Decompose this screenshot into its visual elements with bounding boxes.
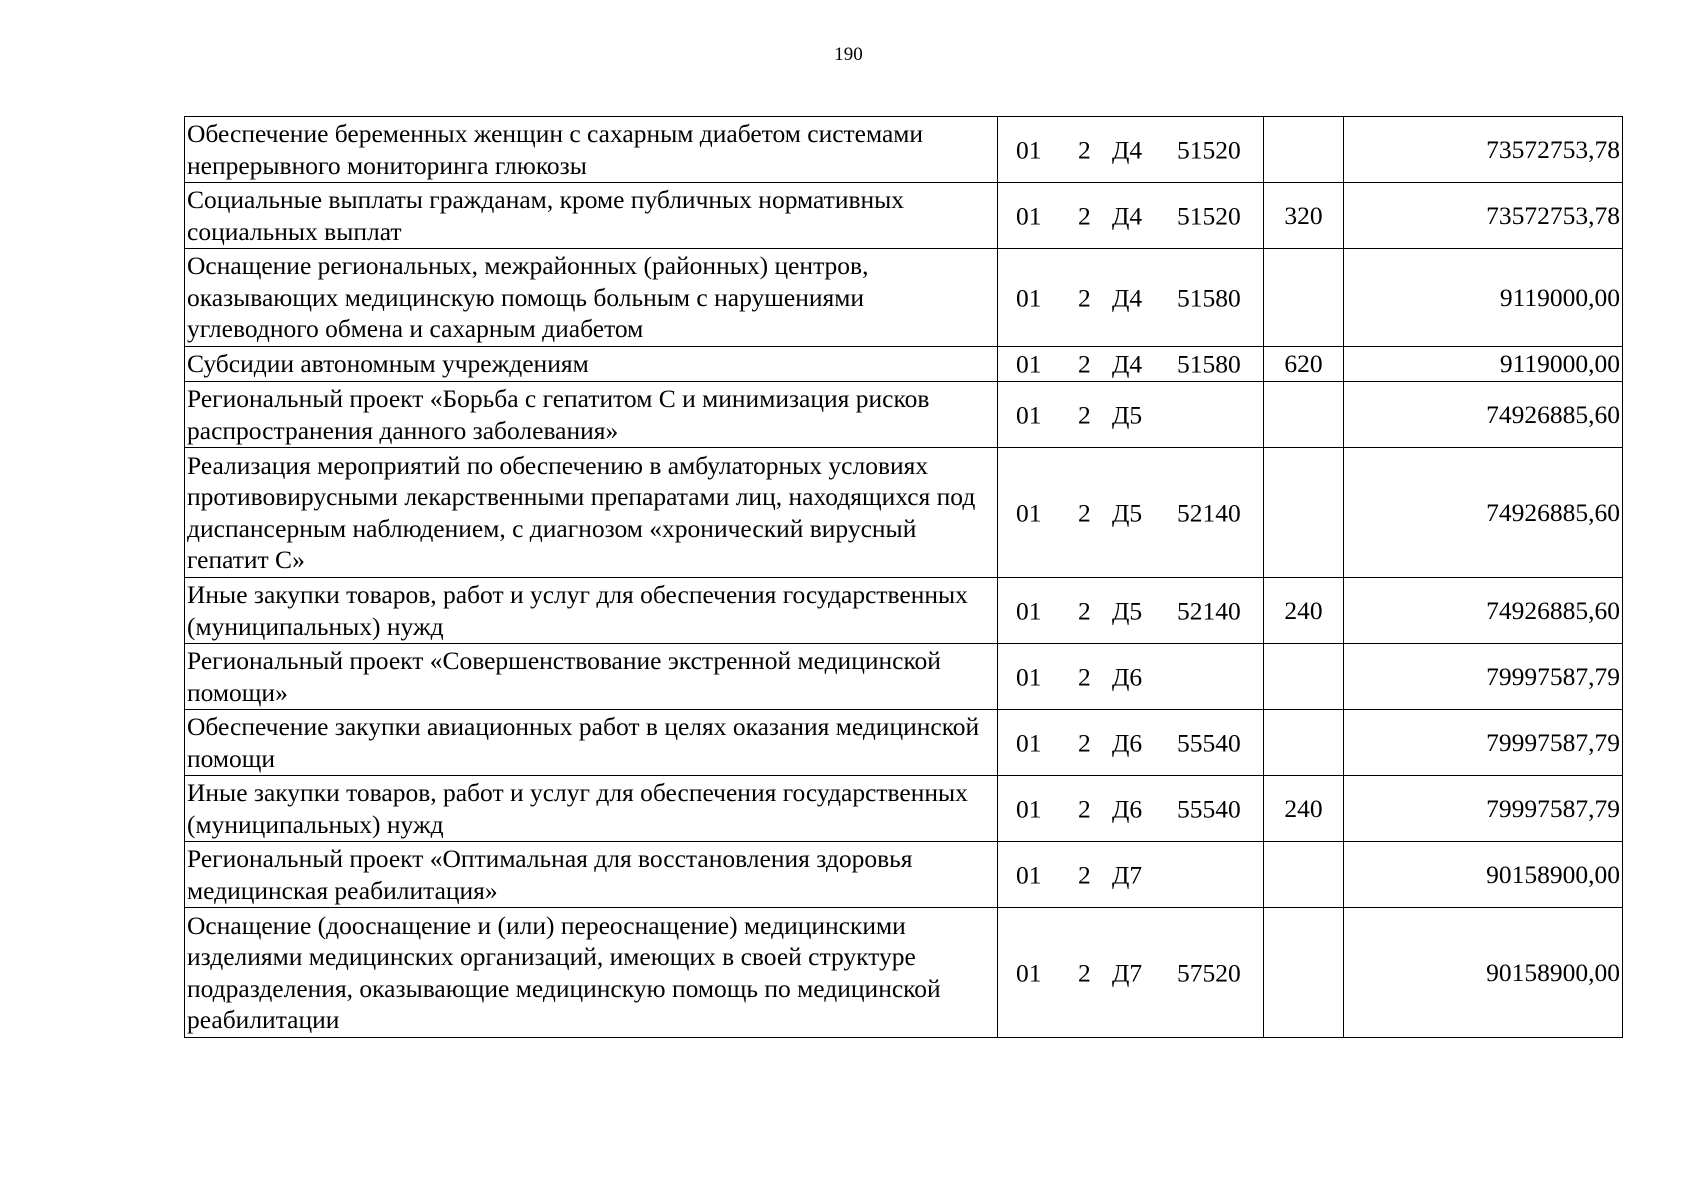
code-direction: 51520 [1177,134,1241,164]
table-row [185,776,1623,842]
code-subprogram: 2 [1078,727,1091,757]
code-program: 01 [1016,134,1042,164]
table-row [185,842,1623,908]
code-direction: 55540 [1177,793,1241,823]
code-subprogram: 2 [1078,282,1091,312]
amount: 9119000,00 [1344,249,1623,347]
table-row [185,382,1623,448]
amount: 73572753,78 [1344,117,1623,183]
code-direction: 51580 [1177,349,1241,379]
expense-type-code [1264,710,1344,776]
expense-type-code: 240 [1264,776,1344,842]
expense-name: Обеспечение беременных женщин с сахарным диабетом системами непрерывного мониторинга глюкозы [185,117,998,183]
code-project: Д7 [1112,859,1143,889]
table-row [185,183,1623,249]
amount: 74926885,60 [1344,448,1623,578]
expense-name: Оснащение региональных, межрайонных (районных) центров, оказывающих медицинскую помощь больным с нарушениями углеводного обмена и сахарным диабетом [185,249,998,347]
code-subprogram: 2 [1078,957,1091,987]
program-code [998,448,1264,578]
expense-name: Региональный проект «Совершенствование экстренной медицинской помощи» [185,644,998,710]
expense-name: Региональный проект «Борьба с гепатитом С и минимизация рисков распространения данного заболевания» [185,382,998,448]
code-subprogram: 2 [1078,134,1091,164]
code-program: 01 [1016,793,1042,823]
program-code [998,908,1264,1038]
expense-type-code [1264,249,1344,347]
amount: 90158900,00 [1344,908,1623,1038]
amount: 79997587,79 [1344,710,1623,776]
expense-type-code [1264,117,1344,183]
code-program: 01 [1016,859,1042,889]
code-program: 01 [1016,661,1042,691]
page-number: 190 [834,44,863,65]
amount: 79997587,79 [1344,776,1623,842]
table-row [185,908,1623,1038]
code-subprogram: 2 [1078,497,1091,527]
expense-type-code: 240 [1264,578,1344,644]
table-row [185,578,1623,644]
expense-name: Субсидии автономным учреждениям [185,347,998,382]
expense-type-code: 320 [1264,183,1344,249]
code-project: Д6 [1112,661,1143,691]
code-program: 01 [1016,727,1042,757]
code-subprogram: 2 [1078,661,1091,691]
table-row [185,644,1623,710]
expense-type-code [1264,842,1344,908]
code-subprogram: 2 [1078,399,1091,429]
code-project: Д5 [1112,595,1143,625]
amount: 74926885,60 [1344,382,1623,448]
expense-name: Обеспечение закупки авиационных работ в целях оказания медицинской помощи [185,710,998,776]
code-program: 01 [1016,497,1042,527]
code-direction: 51580 [1177,282,1241,312]
code-project: Д4 [1112,134,1143,164]
amount: 79997587,79 [1344,644,1623,710]
code-project: Д6 [1112,793,1143,823]
program-code [998,382,1264,448]
program-code [998,710,1264,776]
program-code [998,183,1264,249]
program-code [998,249,1264,347]
code-subprogram: 2 [1078,595,1091,625]
expense-name: Оснащение (дооснащение и (или) переоснащение) медицинскими изделиями медицинских организаций, имеющих в своей структуре подразделения, оказывающие медицинскую помощь по медицинской реабилитации [185,908,998,1038]
code-subprogram: 2 [1078,349,1091,379]
code-project: Д7 [1112,957,1143,987]
table-row [185,249,1623,347]
code-program: 01 [1016,200,1042,230]
expense-type-code [1264,448,1344,578]
program-code [998,347,1264,382]
program-code [998,117,1264,183]
expense-type-code [1264,644,1344,710]
code-direction: 51520 [1177,200,1241,230]
expense-type-code [1264,908,1344,1038]
program-code [998,644,1264,710]
code-direction: 52140 [1177,497,1241,527]
code-program: 01 [1016,957,1042,987]
code-project: Д4 [1112,200,1143,230]
expense-type-code [1264,382,1344,448]
budget-table-body [185,117,1623,1038]
program-code [998,776,1264,842]
table-row [185,448,1623,578]
table-row [185,117,1623,183]
code-subprogram: 2 [1078,859,1091,889]
code-direction: 55540 [1177,727,1241,757]
amount: 74926885,60 [1344,578,1623,644]
code-project: Д4 [1112,282,1143,312]
code-project: Д4 [1112,349,1143,379]
program-code [998,842,1264,908]
code-subprogram: 2 [1078,200,1091,230]
expense-name: Иные закупки товаров, работ и услуг для обеспечения государственных (муниципальных) нужд [185,578,998,644]
amount: 90158900,00 [1344,842,1623,908]
code-subprogram: 2 [1078,793,1091,823]
amount: 9119000,00 [1344,347,1623,382]
code-program: 01 [1016,399,1042,429]
code-project: Д6 [1112,727,1143,757]
code-direction: 57520 [1177,957,1241,987]
code-project: Д5 [1112,497,1143,527]
expense-name: Социальные выплаты гражданам, кроме публичных нормативных социальных выплат [185,183,998,249]
code-program: 01 [1016,595,1042,625]
code-project: Д5 [1112,399,1143,429]
table-row [185,710,1623,776]
table-row [185,347,1623,382]
code-direction: 52140 [1177,595,1241,625]
program-code [998,578,1264,644]
expense-type-code: 620 [1264,347,1344,382]
expense-name: Иные закупки товаров, работ и услуг для обеспечения государственных (муниципальных) нужд [185,776,998,842]
expense-name: Региональный проект «Оптимальная для восстановления здоровья медицинская реабилитация» [185,842,998,908]
code-program: 01 [1016,282,1042,312]
expense-name: Реализация мероприятий по обеспечению в амбулаторных условиях противовирусными лекарственными препаратами лиц, находящихся под диспансерным наблюдением, с диагнозом «хронический вирусный гепатит С» [185,448,998,578]
code-program: 01 [1016,349,1042,379]
budget-table [184,116,1623,1038]
amount: 73572753,78 [1344,183,1623,249]
